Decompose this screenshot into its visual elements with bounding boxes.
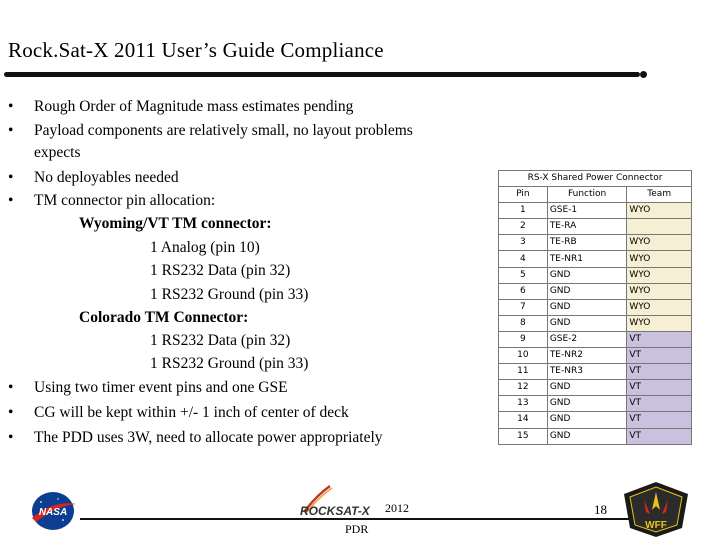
subheading-colorado: Colorado TM Connector: — [79, 309, 249, 326]
cell-function: GND — [547, 380, 627, 396]
table-caption: RS-X Shared Power Connector — [499, 171, 692, 187]
cell-function: GND — [547, 428, 627, 444]
table-row — [499, 331, 692, 347]
svg-text:ROCKSAT-X: ROCKSAT-X — [300, 504, 370, 518]
cell-team: WYO — [627, 267, 692, 283]
cell-team: VT — [627, 380, 692, 396]
bullet-marker: • — [8, 122, 14, 139]
footer-label: PDR — [345, 522, 369, 536]
cell-pin: 5 — [499, 267, 548, 283]
header-pin: Pin — [499, 187, 548, 203]
bullet-marker: • — [8, 98, 14, 115]
cell-function: GND — [547, 315, 627, 331]
cell-pin: 11 — [499, 364, 548, 380]
cell-pin: 9 — [499, 331, 548, 347]
cell-team: VT — [627, 364, 692, 380]
table-row — [499, 396, 692, 412]
cell-team: WYO — [627, 315, 692, 331]
sub-item: 1 Analog (pin 10) — [150, 239, 260, 256]
bullet-text: No deployables needed — [34, 169, 179, 186]
cell-pin: 8 — [499, 315, 548, 331]
cell-pin: 6 — [499, 283, 548, 299]
table-row — [499, 412, 692, 428]
table-row — [499, 428, 692, 444]
cell-team: VT — [627, 331, 692, 347]
sub-item: 1 RS232 Ground (pin 33) — [150, 355, 309, 372]
cell-function: GSE-1 — [547, 203, 627, 219]
cell-team: VT — [627, 412, 692, 428]
table-row — [499, 251, 692, 267]
cell-pin: 13 — [499, 396, 548, 412]
cell-function: TE-RB — [547, 235, 627, 251]
bullet-text: The PDD uses 3W, need to allocate power appropriately — [34, 429, 383, 446]
cell-function: TE-NR3 — [547, 364, 627, 380]
cell-function: TE-RA — [547, 219, 627, 235]
bullet-text: Using two timer event pins and one GSE — [34, 379, 288, 396]
cell-team: WYO — [627, 299, 692, 315]
cell-team: WYO — [627, 251, 692, 267]
bullet-marker: • — [8, 169, 14, 186]
nasa-logo — [28, 490, 78, 532]
table-row — [499, 299, 692, 315]
cell-pin: 4 — [499, 251, 548, 267]
title-underline — [4, 72, 640, 77]
table-row — [499, 364, 692, 380]
cell-pin: 2 — [499, 219, 548, 235]
header-function: Function — [547, 187, 627, 203]
cell-pin: 12 — [499, 380, 548, 396]
cell-function: GND — [547, 299, 627, 315]
cell-function: TE-NR1 — [547, 251, 627, 267]
power-connector-table — [498, 170, 692, 445]
subheading-wyoming: Wyoming/VT TM connector: — [79, 215, 272, 232]
bullet-text: Payload components are relatively small, no layout problems — [34, 122, 413, 139]
bullet-text: expects — [34, 144, 81, 161]
cell-pin: 3 — [499, 235, 548, 251]
cell-function: GND — [547, 267, 627, 283]
cell-function: GND — [547, 283, 627, 299]
slide-title: Rock.Sat-X 2011 User’s Guide Compliance — [8, 38, 384, 62]
table-row — [499, 315, 692, 331]
cell-pin: 1 — [499, 203, 548, 219]
table-row — [499, 348, 692, 364]
cell-function: GND — [547, 396, 627, 412]
footer-year: 2012 — [385, 501, 409, 515]
cell-function: GND — [547, 412, 627, 428]
cell-team: WYO — [627, 203, 692, 219]
page-number: 18 — [594, 502, 607, 517]
sub-item: 1 RS232 Data (pin 32) — [150, 262, 291, 279]
sub-item: 1 RS232 Data (pin 32) — [150, 332, 291, 349]
cell-function: TE-NR2 — [547, 348, 627, 364]
bullet-marker: • — [8, 379, 14, 396]
table-row — [499, 380, 692, 396]
bullet-marker: • — [8, 404, 14, 421]
bullet-text: CG will be kept within +/- 1 inch of center of deck — [34, 404, 349, 421]
bullet-marker: • — [8, 429, 14, 446]
cell-team: VT — [627, 428, 692, 444]
bullet-marker: • — [8, 192, 14, 209]
table-row — [499, 203, 692, 219]
bullet-text: TM connector pin allocation: — [34, 192, 216, 209]
cell-team: VT — [627, 396, 692, 412]
cell-pin: 10 — [499, 348, 548, 364]
nasa-logo-text: NASA — [38, 507, 68, 518]
cell-pin: 14 — [499, 412, 548, 428]
cell-pin: 15 — [499, 428, 548, 444]
footer-rule — [80, 518, 650, 520]
title-underline-end — [640, 71, 647, 78]
header-team: Team — [627, 187, 692, 203]
table-row — [499, 267, 692, 283]
table-header-row — [499, 187, 692, 203]
bullet-text: Rough Order of Magnitude mass estimates pending — [34, 98, 354, 115]
sub-item: 1 RS232 Ground (pin 33) — [150, 286, 309, 303]
cell-pin: 7 — [499, 299, 548, 315]
cell-team: WYO — [627, 235, 692, 251]
cell-function: GSE-2 — [547, 331, 627, 347]
table-row — [499, 235, 692, 251]
table-row — [499, 219, 692, 235]
wff-logo-text: WFF — [645, 520, 667, 531]
rocksat-x-logo — [296, 482, 382, 518]
wff-logo — [620, 480, 692, 538]
table-row — [499, 283, 692, 299]
cell-team — [627, 219, 692, 235]
cell-team: WYO — [627, 283, 692, 299]
cell-team: VT — [627, 348, 692, 364]
